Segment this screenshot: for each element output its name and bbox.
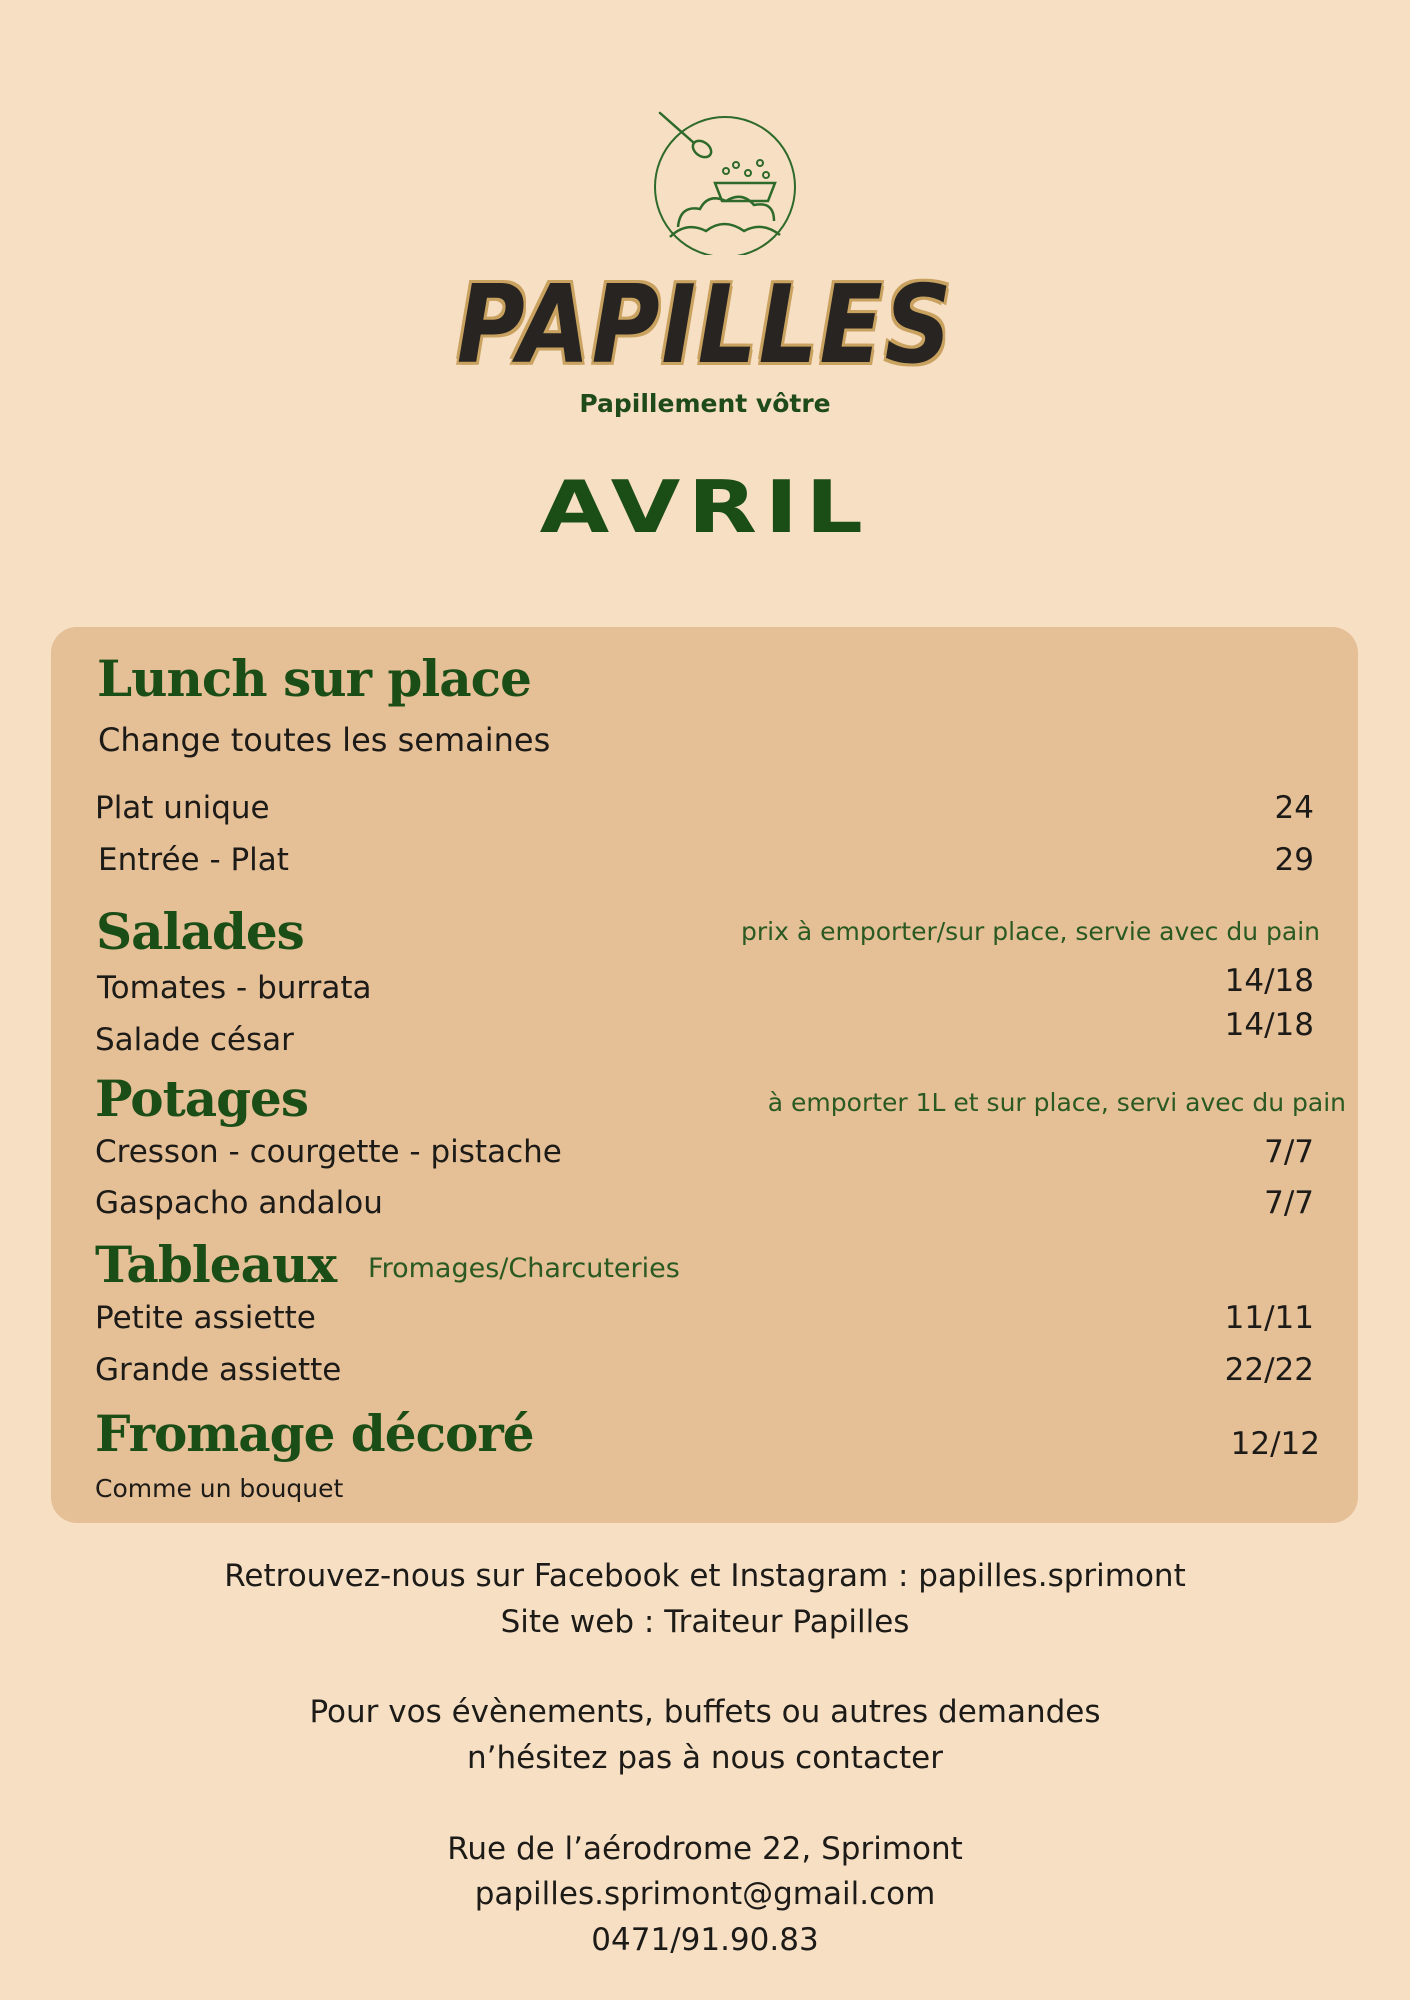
menu-item-price: 11/11 (1224, 1300, 1314, 1336)
footer-events-line-1: Pour vos évènements, buffets ou autres demandes (309, 1694, 1101, 1730)
menu-item-name: Entrée - Plat (98, 842, 289, 878)
brand-tagline: Papillement vôtre (579, 389, 831, 418)
menu-item-name: Petite assiette (95, 1300, 316, 1336)
fromage-subtitle: Comme un bouquet (95, 1474, 344, 1503)
menu-item-price: 7/7 (1264, 1185, 1314, 1221)
menu-item-name: Gaspacho andalou (95, 1185, 383, 1221)
footer-address: Rue de l’aérodrome 22, Sprimont (447, 1831, 963, 1867)
menu-item-price: 14/18 (1224, 963, 1314, 999)
menu-item-price: 29 (1274, 842, 1314, 878)
soup-bowl-logo-icon (650, 105, 800, 255)
menu-card (51, 627, 1358, 1523)
tableaux-title: Tableaux (95, 1235, 337, 1294)
footer-website: Site web : Traiteur Papilles (500, 1604, 910, 1640)
menu-month-title: AVRIL (539, 465, 871, 549)
tableaux-note: Fromages/Charcuteries (368, 1253, 680, 1284)
footer-social: Retrouvez-nous sur Facebook et Instagram : papilles.sprimont (224, 1558, 1186, 1594)
menu-item-price: 22/22 (1224, 1352, 1314, 1388)
menu-item-price: 14/18 (1224, 1007, 1314, 1043)
menu-item-name: Cresson - courgette - pistache (95, 1134, 562, 1170)
menu-item-name: Grande assiette (95, 1352, 342, 1388)
menu-item-name: Plat unique (95, 790, 270, 826)
salades-note: prix à emporter/sur place, servie avec du pain (741, 917, 1320, 946)
footer-events-line-2: n’hésitez pas à nous contacter (467, 1740, 943, 1776)
potages-note: à emporter 1L et sur place, servi avec du pain (767, 1088, 1346, 1117)
potages-title: Potages (95, 1069, 309, 1128)
menu-item-price: 12/12 (1230, 1426, 1320, 1462)
salades-title: Salades (96, 902, 304, 961)
menu-item-price: 7/7 (1264, 1134, 1314, 1170)
footer-email[interactable]: papilles.sprimont@gmail.com (474, 1876, 936, 1912)
footer-phone[interactable]: 0471/91.90.83 (591, 1922, 819, 1958)
lunch-title: Lunch sur place (97, 649, 531, 708)
menu-item-name: Salade césar (95, 1022, 294, 1058)
fromage-title: Fromage décoré (95, 1404, 534, 1463)
lunch-subtitle: Change toutes les semaines (98, 721, 551, 759)
menu-item-price: 24 (1274, 790, 1314, 826)
menu-item-name: Tomates - burrata (97, 970, 372, 1006)
brand-name: PAPILLES (456, 263, 954, 388)
